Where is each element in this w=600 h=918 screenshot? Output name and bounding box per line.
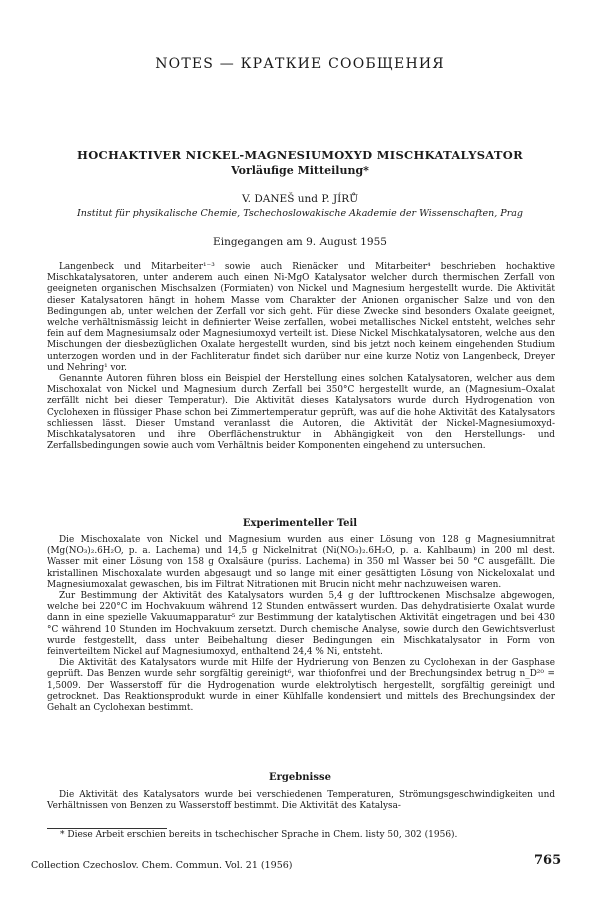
results-paragraph-1: Die Aktivität des Katalysators wurde bei verschiedenen Temperaturen, Strömungsgeschwindigkeiten und Verhältnissen von Benzen zu Wasserstoff bestimmt. Die Aktivität des Katalysa-: [47, 790, 555, 812]
results-heading: Ergebnisse: [269, 772, 331, 783]
article-authors: V. DANEŠ und P. JÍRŮ: [241, 193, 359, 205]
journal-citation: Collection Czechoslov. Chem. Commun. Vol. 21 (1956): [31, 860, 293, 871]
author-affiliation: Institut für physikalische Chemie, Tschechoslowakische Akademie der Wissenschaften, Prag: [77, 208, 523, 219]
article-title: HOCHAKTIVER NICKEL-MAGNESIUMOXYD MISCHKATALYSATOR: [77, 148, 523, 162]
experimental-heading: Experimenteller Teil: [242, 518, 358, 529]
received-date: Eingegangen am 9. August 1955: [213, 236, 387, 248]
introduction: [47, 262, 555, 452]
page-number: 765: [534, 853, 562, 868]
experimental-section: [47, 535, 555, 714]
footnote-divider: [47, 828, 167, 829]
results-section: [47, 790, 555, 812]
experimental-paragraph-2: Zur Bestimmung der Aktivität des Katalysators wurden 5,4 g der lufttrockenen Mischsalze abgewogen, welche bei 220°C im Hochvakuum während 12 Stunden entwässert wurden. Das dehydratisierte Oxalat wurde dann in eine spezielle Vakuumapparatur⁵ zur Bestimmung der katalytischen Aktivität eingetragen und bei 430 °C während 10 Stunden im Hochvakuum zersetzt. Durch chemische Analyse, sowie durch den Gewichtsverlust wurde festgestellt, dass unter Beibehaltung dieser Bedingungen ein Mischkatalysator in Form von feinverteiltem Nickel auf Magnesiumoxyd, enthaltend 24,4 % Ni, entsteht.: [47, 591, 555, 658]
intro-paragraph-1: Langenbeck und Mitarbeiter¹⁻³ sowie auch Rienäcker und Mitarbeiter⁴ beschrieben hochaktive Mischkatalysatoren, unter anderem auch einen Ni-MgO Katalysator welcher durch thermischen Zerfall von geeigneten organischen Mischsalzen (Formiaten) von Nickel und Magnesium hergestellt wurde. Die Aktivität dieser Katalysatoren hängt in hohem Masse vom Charakter der Anionen organischer Salze und von den Bedingungen ab, unter welchen der Zerfall vor sich geht. Für diese Zwecke sind besonders Oxalate geeignet, welche verhältnismässig leicht in definierter Weise zerfallen, wobei metallisches Nickel entsteht, welches sehr fein auf dem Magnesiumsalz oder Magnesiumoxyd verteilt ist. Diese Nickel Mischkatalysatoren, welche aus den Mischungen der diesbezüglichen Oxalate hergestellt wurden, sind bis jetzt noch keinem eingehenden Studium unterzogen worden und in der Fachliteratur findet sich darüber nur eine kurze Notiz von Langenbeck, Dreyer und Nehring¹ vor.: [47, 262, 555, 373]
intro-paragraph-2: Genannte Autoren führen bloss ein Beispiel der Herstellung eines solchen Katalysatoren, welcher aus dem Mischoxalat von Nickel und Magnesium durch Zerfall bei 350°C hergestellt wurde, an (Magnesium–Oxalat zerfällt nicht bei dieser Temperatur). Die Aktivität dieses Katalysators wurde durch Hydrogenation von Cyclohexen in flüssiger Phase schon bei Zimmertemperatur geprüft, was auf die hohe Aktivität des Katalysators schliessen lässt. Dieser Umstand veranlasst die Autoren, die Aktivität der Nickel-Magnesiumoxyd-Mischkatalysatoren und ihre Oberflächenstruktur in Abhängigkeit von den Herstellungs- und Zerfallsbedingungen sowie auch vom Verhältnis beider Komponenten eingehend zu untersuchen.: [47, 374, 555, 452]
footnote: * Diese Arbeit erschien bereits in tschechischer Sprache in Chem. listy 50, 302 (1956).: [60, 830, 458, 840]
article-subtitle: Vorläufige Mitteilung*: [231, 164, 369, 177]
section-header: NOTES — КРАТКИЕ СООБЩЕНИЯ: [155, 56, 445, 72]
experimental-paragraph-3: Die Aktivität des Katalysators wurde mit Hilfe der Hydrierung von Benzen zu Cyclohexan in der Gasphase geprüft. Das Benzen wurde sehr sorgfältig gereinigt⁶, war thiofonfrei und der Brechungsindex betrug n_D²⁰ = 1,5009. Der Wasserstoff für die Hydrogenation wurde elektrolytisch hergestellt, sorgfältig gereinigt und getrocknet. Das Reaktionsprodukt wurde in einer Kühlfalle kondensiert und mittels des Brechungsindex der Gehalt an Cyclohexan bestimmt.: [47, 658, 555, 714]
experimental-paragraph-1: Die Mischoxalate von Nickel und Magnesium wurden aus einer Lösung von 128 g Magnesiumnitrat (Mg(NO₃)₂.6H₂O, p. a. Lachema) und 14,5 g Nickelnitrat (Ni(NO₃)₂.6H₂O, p. a. Kahlbaum) in 200 ml dest. Wasser mit einer Lösung von 158 g Oxalsäure (puriss. Lachema) in 350 ml Wasser bei 50 °C ausgefällt. Die kristallinen Mischoxalate wurden abgesaugt und so lange mit einer gesättigten Lösung von Nickeloxalat und Magnesiumoxalat gewaschen, bis im Filtrat Nitrationen mit Brucin nicht mehr nachzuweisen waren.: [47, 535, 555, 590]
